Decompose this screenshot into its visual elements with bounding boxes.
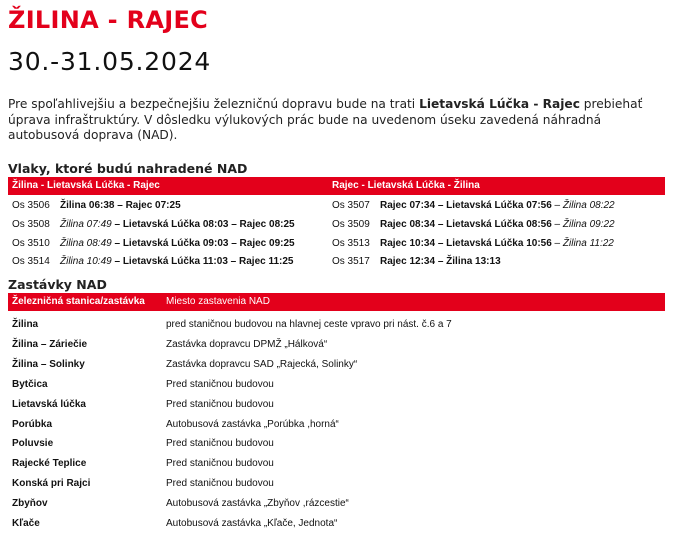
train-time-segment: Rajec 08:34 – Lietavská Lúčka 08:56 <box>380 219 552 230</box>
train-number: Os 3513 <box>332 238 370 249</box>
stop-station-name: Rajecké Teplice <box>12 458 87 469</box>
train-time-segment: Žilina 09:22 <box>562 219 615 230</box>
stop-station-name: Kľače <box>12 518 40 529</box>
train-time-segment: – <box>551 200 563 211</box>
train-number: Os 3514 <box>12 256 50 267</box>
train-number: Os 3506 <box>12 200 50 211</box>
stop-station-name: Bytčica <box>12 379 48 390</box>
train-time-segment: – Rajec 07:25 <box>114 200 181 211</box>
train-time-segment: Rajec 12:34 – Žilina 13:13 <box>380 256 501 267</box>
train-time-segment: – <box>551 238 563 249</box>
left-direction-header: Žilina - Lietavská Lúčka - Rajec <box>12 180 160 191</box>
stop-location: Pred staničnou budovou <box>166 399 274 410</box>
intro-text-2: prebiehať úprava infraštruktúry. V dôsledku výlukových prác bude na uvedenom úseku zavedená náhradná autobusová doprava (NAD). <box>8 97 643 142</box>
stop-station-name: Poluvsie <box>12 438 54 449</box>
train-time-segment: Žilina 11:22 <box>562 238 614 249</box>
train-time-segment: – <box>551 219 563 230</box>
left-train-row <box>12 219 295 230</box>
train-time-segment: Žilina 10:49 <box>60 256 112 267</box>
train-number: Os 3510 <box>12 238 50 249</box>
stop-station-name: Žilina – Záriečie <box>12 339 88 350</box>
left-train-row <box>12 200 181 211</box>
stops-header-bar <box>8 293 665 311</box>
left-train-row <box>12 238 295 249</box>
intro-paragraph <box>8 97 668 144</box>
stop-location-column-header: Miesto zastavenia NAD <box>166 296 270 307</box>
stop-station-name: Žilina <box>12 319 39 330</box>
stop-location: Autobusová zastávka „Zbyňov ,rázcestie“ <box>166 498 349 509</box>
stops-heading: Zastávky NAD <box>8 277 107 292</box>
stop-location: Pred staničnou budovou <box>166 478 274 489</box>
train-time-segment: – Lietavská Lúčka 09:03 – Rajec 09:25 <box>111 238 295 249</box>
train-time-segment: Rajec 07:34 – Lietavská Lúčka 07:56 <box>380 200 552 211</box>
train-time-segment: Žilina 06:38 <box>60 200 115 211</box>
train-time-segment: Žilina 08:22 <box>562 200 615 211</box>
intro-text-1: Pre spoľahlivejšiu a bezpečnejšiu železničnú dopravu bude na trati <box>8 97 420 111</box>
intro-route: Lietavská Lúčka - Rajec <box>419 97 580 111</box>
right-train-row <box>332 219 615 230</box>
train-number: Os 3509 <box>332 219 370 230</box>
trains-header-bar <box>8 177 665 195</box>
stop-location: Autobusová zastávka „Kľače, Jednota“ <box>166 518 338 529</box>
train-number: Os 3508 <box>12 219 50 230</box>
right-direction-header: Rajec - Lietavská Lúčka - Žilina <box>332 180 480 191</box>
stop-station-name: Konská pri Rajci <box>12 478 91 489</box>
train-time-segment: – Lietavská Lúčka 08:03 – Rajec 08:25 <box>111 219 295 230</box>
stop-location: Pred staničnou budovou <box>166 438 274 449</box>
stop-location: Pred staničnou budovou <box>166 458 274 469</box>
train-time-segment: – Lietavská Lúčka 11:03 – Rajec 11:25 <box>111 256 294 267</box>
right-train-row <box>332 256 501 267</box>
train-time-segment: Rajec 10:34 – Lietavská Lúčka 10:56 <box>380 238 552 249</box>
stop-station-name: Zbyňov <box>12 498 48 509</box>
right-train-row <box>332 200 615 211</box>
stop-station-name: Žilina – Solinky <box>12 359 85 370</box>
right-train-row <box>332 238 614 249</box>
station-column-header: Železničná stanica/zastávka <box>12 296 145 307</box>
stop-location: Zastávka dopravcu DPMŽ „Hálková“ <box>166 339 328 350</box>
stop-location: pred staničnou budovou na hlavnej ceste vpravo pri nást. č.6 a 7 <box>166 319 452 330</box>
stop-location: Zastávka dopravcu SAD „Rajecká, Solinky“ <box>166 359 358 370</box>
left-train-row <box>12 256 294 267</box>
train-number: Os 3507 <box>332 200 370 211</box>
stop-location: Pred staničnou budovou <box>166 379 274 390</box>
page-title: ŽILINA - RAJEC <box>8 6 209 34</box>
train-time-segment: Žilina 08:49 <box>60 238 112 249</box>
stop-station-name: Porúbka <box>12 419 53 430</box>
train-time-segment: Žilina 07:49 <box>60 219 112 230</box>
date-range: 30.-31.05.2024 <box>8 47 212 76</box>
train-number: Os 3517 <box>332 256 370 267</box>
stop-station-name: Lietavská lúčka <box>12 399 86 410</box>
stop-location: Autobusová zastávka „Porúbka ,horná“ <box>166 419 339 430</box>
trains-heading: Vlaky, ktoré budú nahradené NAD <box>8 161 248 176</box>
